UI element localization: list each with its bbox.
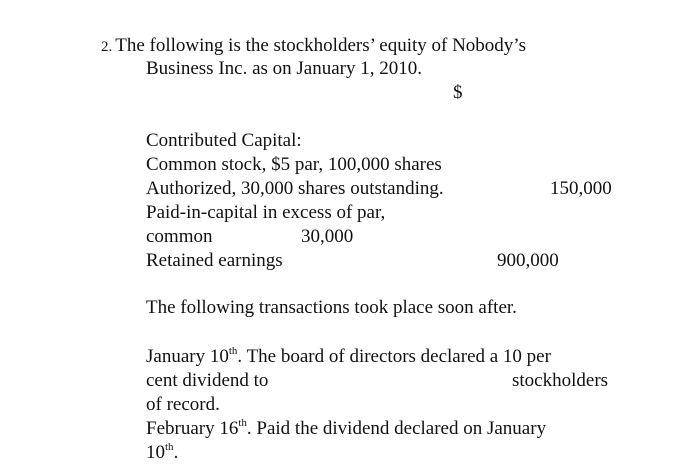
common-stock-value: 150,000 [550,178,612,199]
question-text-1: The following is the stockholders’ equity of Nobody’s [115,35,526,56]
transaction-2-month: February [146,418,220,439]
retained-earnings-value: 900,000 [497,250,559,271]
transaction-2-end: . [173,442,179,463]
transaction-2-day-suffix: th [238,416,247,429]
common-stock-line-1: Common stock, $5 par, 100,000 shares [146,154,442,175]
transaction-1-line-2: cent dividend to [146,370,269,391]
question-line-2: Business Inc. as on January 1, 2010. [146,58,422,79]
transaction-2-line-2 [146,442,178,464]
transaction-1-month: January [146,346,210,367]
transactions-intro: The following transactions took place soon after. [146,297,517,318]
common-stock-line-2: Authorized, 30,000 shares outstanding. [146,178,444,199]
transaction-2-ref-day: 10 [146,442,165,463]
transaction-1-line-1 [146,346,551,368]
paid-in-capital-line-2: common [146,226,213,247]
contributed-capital-heading: Contributed Capital: [146,130,302,151]
question-line-1 [101,35,526,58]
question-number: 2. [101,39,113,55]
retained-earnings-label: Retained earnings [146,250,283,271]
currency-symbol: $ [453,82,463,103]
paid-in-capital-value: 30,000 [301,226,354,247]
transaction-2-ref-day-suffix: th [165,440,174,453]
transaction-2-text: . Paid the dividend declared on January [246,418,547,439]
transaction-1-line-2-right: stockholders [512,370,609,391]
transaction-2-day: 16 [219,418,239,439]
paid-in-capital-line-1: Paid-in-capital in excess of par, [146,202,386,223]
transaction-1-day-suffix: th [228,344,238,357]
transaction-2-line-1 [146,418,546,440]
transaction-1-day: 10 [209,346,229,367]
transaction-1-text: . The board of directors declared a 10 per [237,346,551,367]
transaction-1-line-3: of record. [146,394,220,415]
